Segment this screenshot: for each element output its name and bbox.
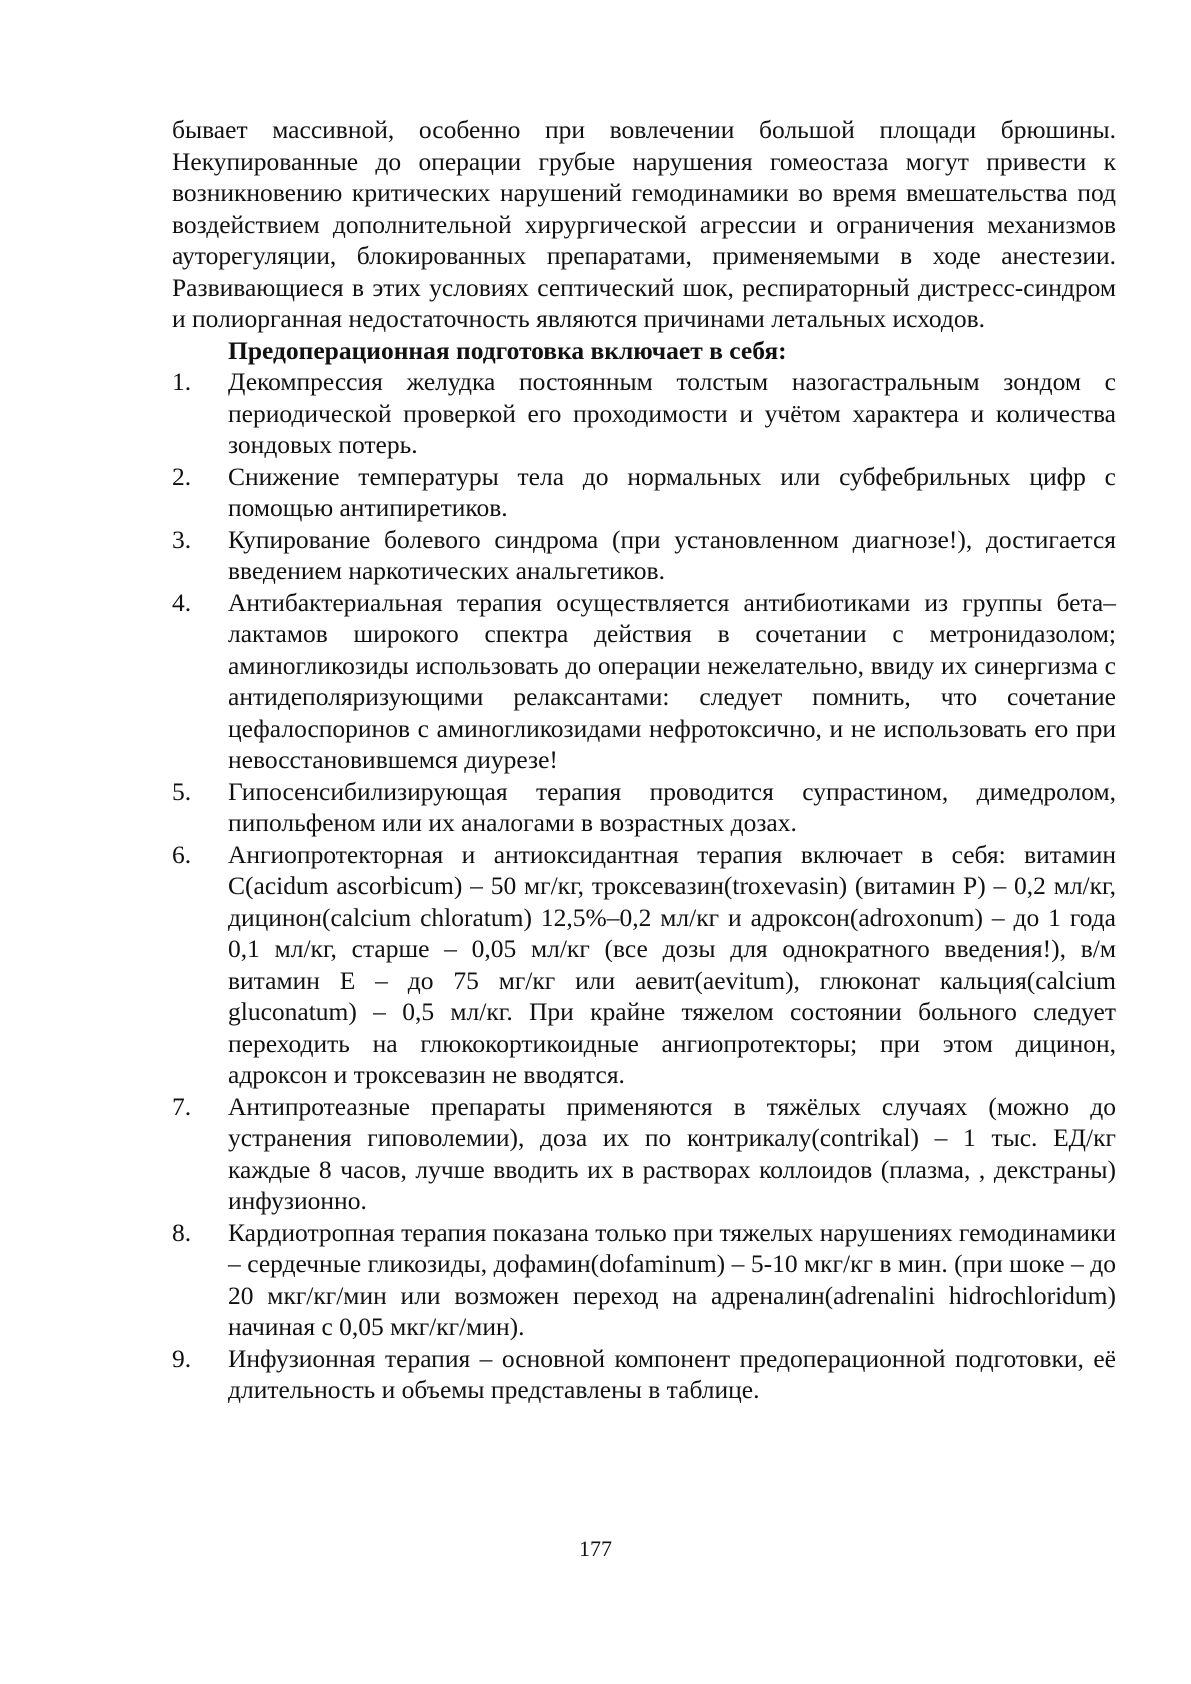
list-item-number: 2.	[172, 461, 192, 491]
preparation-list	[172, 366, 1116, 1406]
list-item	[172, 1217, 1116, 1343]
list-item-number: 9.	[172, 1343, 192, 1373]
list-item-number: 5.	[172, 776, 192, 806]
list-item-text: Снижение температуры тела до нормальных или субфебрильных цифр с помощью антипиретиков.	[228, 461, 1116, 522]
body-text	[172, 114, 1116, 1406]
list-item	[172, 366, 1116, 461]
list-item-text: Кардиотропная терапия показана только при тяжелых нарушениях гемодинамики – сердечные гликозиды, дофамин(dofaminum) – 5-10 мкг/кг в мин. (при шоке – до 20 мкг/кг/мин или возможен переход на адреналин(adrenalini hidrochloridum) начиная с 0,05 мкг/кг/мин).	[228, 1217, 1116, 1341]
list-item-text: Гипосенсибилизирующая терапия проводится супрастином, димедролом, пипольфеном или их аналогами в возрастных дозах.	[228, 776, 1116, 837]
list-item-text: Ангиопротекторная и антиоксидантная терапия включает в себя: витамин C(acidum ascorbicum) – 50 мг/кг, троксевазин(troxevasin) (витамин P) – 0,2 мл/кг, дицинон(calcium chloratum) 12,5%–0,2 мл/кг и адроксон(adroxonum) – до 1 года 0,1 мл/кг, старше – 0,05 мл/кг (все дозы для однократного введения!), в/м витамин E – до 75 мг/кг или аевит(aevitum), глюконат кальция(calcium gluconatum) – 0,5 мл/кг. При крайне тяжелом состоянии больного следует переходить на глюкокортикоидные ангиопротекторы; при этом дицинон, адроксон и троксевазин не вводятся.	[228, 839, 1116, 1089]
list-item-number: 8.	[172, 1217, 192, 1247]
section-heading: Предоперационная подготовка включает в себя:	[228, 335, 787, 365]
list-item	[172, 1091, 1116, 1217]
page-number: 177	[579, 1536, 612, 1561]
list-item	[172, 839, 1116, 1091]
list-item	[172, 461, 1116, 524]
list-item-number: 1.	[172, 367, 192, 396]
list-item	[172, 524, 1116, 587]
list-item-number: 6.	[172, 839, 192, 869]
list-item	[172, 587, 1116, 776]
list-item	[172, 1343, 1116, 1406]
list-item-text: Инфузионная терапия – основной компонент предоперационной подготовки, её длительность и объемы представлены в таблице.	[228, 1343, 1116, 1404]
list-item	[172, 776, 1116, 839]
list-item-number: 7.	[172, 1091, 192, 1121]
list-item-number: 4.	[172, 587, 192, 617]
intro-paragraph: бывает массивной, особенно при вовлечении большой площади брюшины. Некупированные до операции грубые нарушения гомеостаза могут привести к возникновению критических нарушений гемодинамики во время вмешательства под воздействием дополнительной хирургической агрессии и ограничения механизмов ауторегуляции, блокированных препаратами, применяемыми в ходе анестезии. Развивающиеся в этих условиях септический шок, респираторный дистресс-синдром и полиорганная недостаточность являются причинами летальных исходов.	[172, 115, 1116, 333]
list-item-text: Антипротеазные препараты применяются в тяжёлых случаях (можно до устранения гиповолемии), доза их по контрикалу(contrikal) – 1 тыс. ЕД/кг каждые 8 часов, лучше вводить их в растворах коллоидов (плазма, , декстраны) инфузионно.	[228, 1091, 1116, 1215]
list-item-text: Антибактериальная терапия осуществляется антибиотиками из группы бета–лактамов широкого спектра действия в сочетании с метронидазолом; аминогликозиды использовать до операции нежелательно, ввиду их синергизма с антидеполяризующими релаксантами: следует помнить, что сочетание цефалоспоринов с аминогликозидами нефротоксично, и не использовать его при невосстановившемся диурезе!	[228, 587, 1116, 774]
list-item-number: 3.	[172, 524, 192, 554]
list-item-text: Декомпрессия желудка постоянным толстым назогастральным зондом с периодической проверкой его проходимости и учётом характера и количества зондовых потерь.	[228, 367, 1116, 459]
list-item-text: Купирование болевого синдрома (при установленном диагнозе!), достигается введением наркотических анальгетиков.	[228, 524, 1116, 585]
